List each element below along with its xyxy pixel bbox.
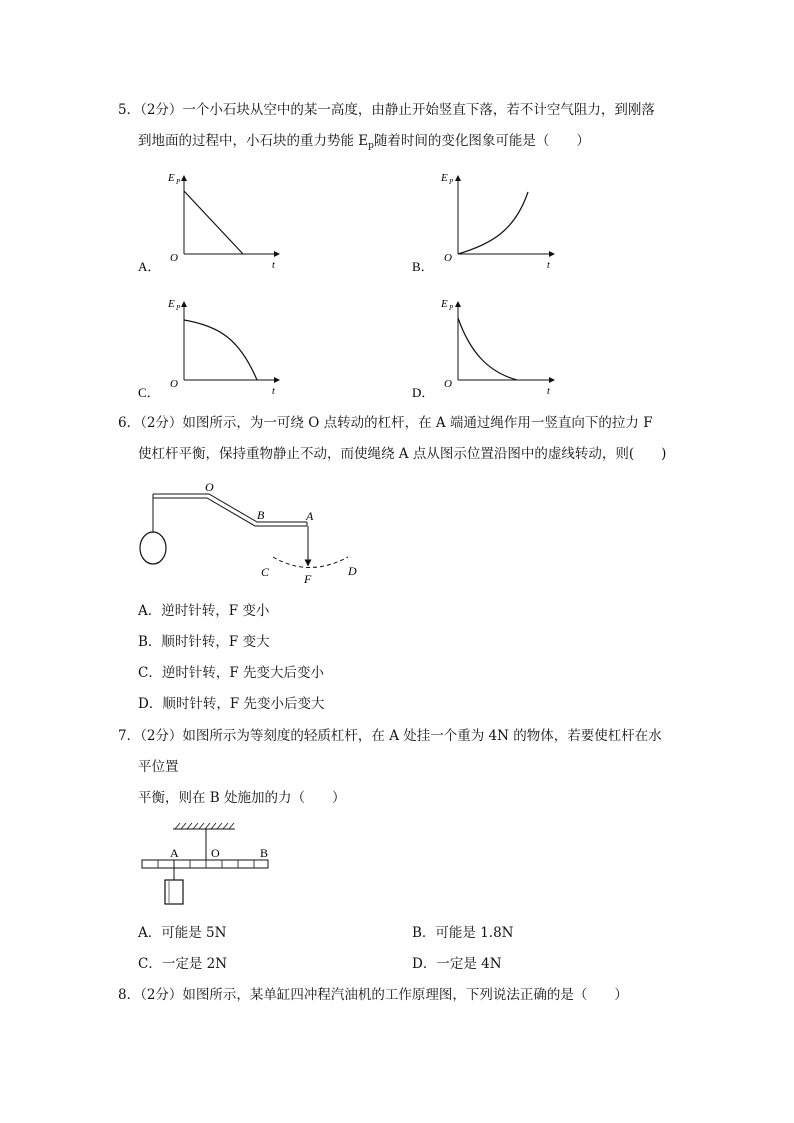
q5-stem-line2-b: 随着时间的变化图象可能是（ ） <box>373 133 590 149</box>
q5-option-d: D． <box>412 385 435 400</box>
q5-graph-d-ysub: P <box>449 304 454 312</box>
q6-stem-line1: 6．（2分）如图所示，为一可绕 O 点转动的杠杆，在 A 端通过绳作用一竖直向下的拉力 F <box>118 415 653 431</box>
q5-graph-d-xlabel: t <box>547 386 550 397</box>
q7-lever-bar <box>142 860 268 868</box>
q5-graph-d-ylabel: E <box>441 298 448 310</box>
q5-graph-a-ylabel: E <box>168 172 175 184</box>
q7-weight <box>165 880 183 904</box>
q5-graph-b-xlabel: t <box>547 260 550 271</box>
q5-graph-b-origin: O <box>444 252 452 264</box>
q5-option-c: C． <box>138 385 160 400</box>
q7-stem-line2: 平位置 <box>138 759 179 775</box>
q5-graph-c-ysub: P <box>176 304 181 312</box>
q6-label-b: B <box>257 508 265 522</box>
q7-option-a: A．可能是 5N <box>138 925 227 941</box>
q7-stem-line3: 平衡，则在 B 处施加的力（ ） <box>138 790 346 806</box>
q5-stem-line1: 5．（2分）一个小石块从空中的某一高度，由静止开始竖直下落，若不计空气阻力，到刚落 <box>118 102 655 118</box>
q6-label-f: F <box>304 572 312 586</box>
q8-stem-line1: 8．（2分）如图所示，某单缸四冲程汽油机的工作原理图，下列说法正确的是（ ） <box>118 987 628 1003</box>
q5-stem-line2-a: 到地面的过程中，小石块的重力势能 E <box>138 133 369 149</box>
q5-graph-a-xlabel: t <box>272 260 275 271</box>
q7-label-o: O <box>211 846 220 860</box>
q7-label-b: B <box>260 846 269 860</box>
q5-graph-b-ysub: P <box>449 178 454 186</box>
q7-label-a: A <box>170 846 179 860</box>
q6-stem-line2: 使杠杆平衡，保持重物静止不动，而使绳绕 A 点从图示位置沿图中的虚线转动，则( ) <box>138 446 667 462</box>
q7-option-b: B．可能是 1.8N <box>412 925 514 941</box>
q5-graph-c-origin: O <box>170 378 178 390</box>
q5-graph-c-xlabel: t <box>272 386 275 397</box>
q5-option-b: B． <box>412 259 434 274</box>
q7-option-c: C．一定是 2N <box>138 956 228 972</box>
q5-graph-a-origin: O <box>170 252 178 264</box>
q6-option-c: C．逆时针转，F 先变大后变小 <box>138 665 324 681</box>
q5-graph-c-ylabel: E <box>168 298 175 310</box>
q6-label-c: C <box>261 565 270 579</box>
q7-option-d: D．一定是 4N <box>412 956 502 972</box>
q6-label-o: O <box>205 480 214 494</box>
q5-stem-line2-sub: p <box>368 141 374 151</box>
q6-option-d: D．顺时针转，F 先变小后变大 <box>138 696 325 712</box>
q5-graph-b-ylabel: E <box>441 172 448 184</box>
q6-label-a: A <box>306 509 314 523</box>
q7-stem-line1: 7．（2分）如图所示为等刻度的轻质杠杆，在 A 处挂一个重为 4N 的物体，若要使杠杆在水 <box>118 728 662 744</box>
q5-graph-a-ysub: P <box>176 178 181 186</box>
q5-graph-d-origin: O <box>444 378 452 390</box>
q6-option-a: A．逆时针转，F 变小 <box>138 603 270 619</box>
q6-label-d: D <box>348 564 357 578</box>
q6-option-b: B．顺时针转，F 变大 <box>138 634 270 650</box>
q5-option-a: A． <box>138 259 161 274</box>
